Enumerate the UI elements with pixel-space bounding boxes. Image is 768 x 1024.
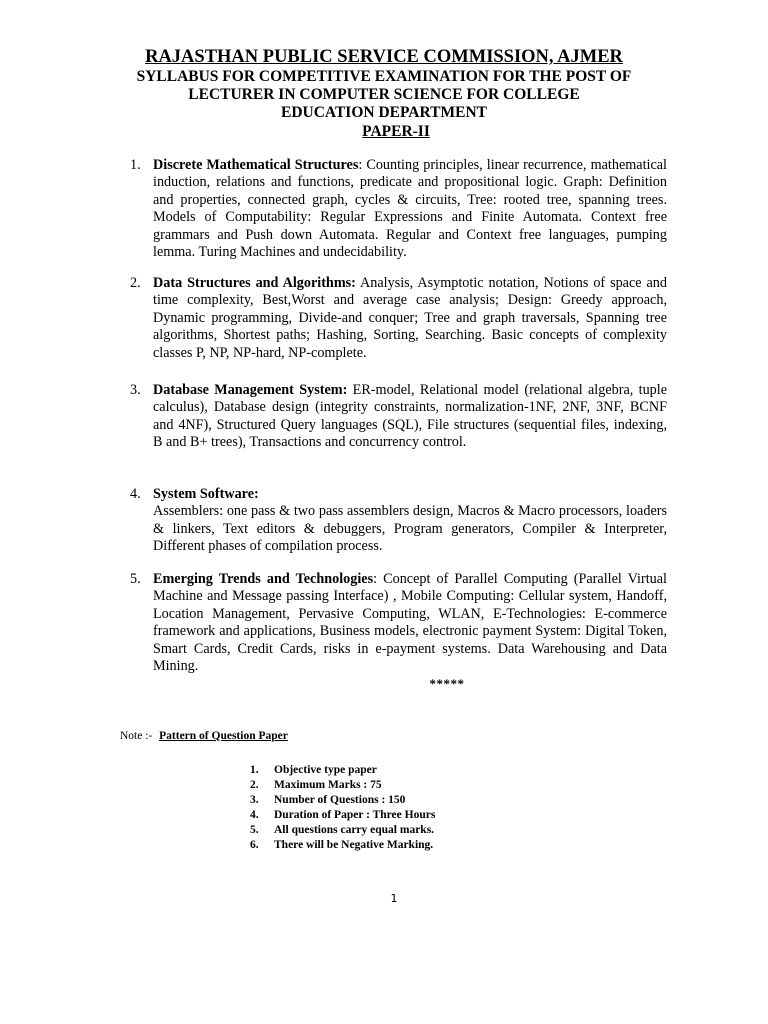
note-heading: Pattern of Question Paper (159, 730, 288, 742)
list-item (250, 793, 435, 808)
topic-separator: : (358, 157, 363, 173)
topic-text: ER-model, Relational model (relational algebra, tuple calculus), Database design (integrity constraints, normalization-1NF, 2NF, 3NF, BCNF and 4NF), Structured Query languages (SQL), File structures (sequential files, indexing, B and B+ trees), Transactions and concurrency control. (153, 382, 668, 451)
topic-item (130, 571, 667, 675)
topic-body (153, 486, 667, 556)
section-separator-stars: ***** (429, 676, 465, 691)
topic-heading: Emerging Trends and Technologies (153, 571, 374, 587)
topic-body (153, 571, 667, 675)
list-item-text: Number of Questions : 150 (274, 794, 406, 806)
list-item (250, 763, 435, 778)
list-item (250, 778, 435, 793)
note-label: Note :- (120, 730, 153, 742)
topic-text: Concept of Parallel Computing (Parallel Virtual Machine and Message passing Interface) , Mobile Computing: Cellular system, Handoff, Location Management, Pervasive Computing, WLAN, E-Technologies: E-commerce framework and applications, Business models, electronic payment System: Digital Token, Smart Cards, Credit Cards, risks in e-payment systems. Data Warehousing and Data Mining. (153, 571, 667, 675)
list-item-text: Duration of Paper : Three Hours (274, 809, 436, 821)
topic-item (130, 275, 667, 362)
topic-item (130, 486, 667, 556)
list-item-number: 6. (250, 839, 259, 851)
list-item-number: 3. (250, 794, 259, 806)
topic-heading: Database Management System: (153, 382, 348, 398)
topic-number: 3. (130, 382, 141, 398)
topic-text: Assemblers: one pass & two pass assemblers design, Macros & Macro processors, loaders & linkers, Text editors & debuggers, Program generators, Compiler & Interpreter, Different phases of compilation process. (153, 503, 667, 555)
question-pattern-list (250, 763, 435, 853)
list-item-number: 1. (250, 764, 259, 776)
topic-number: 5. (130, 571, 141, 587)
list-item-text: All questions carry equal marks. (274, 824, 435, 836)
list-item (250, 823, 435, 838)
topic-number: 4. (130, 486, 141, 502)
list-item-number: 5. (250, 824, 259, 836)
topic-number: 1. (130, 157, 141, 173)
topic-heading: System Software: (153, 486, 259, 502)
topic-separator: : (373, 571, 378, 587)
note-line (120, 729, 288, 743)
paper-title: PAPER-II (362, 123, 430, 140)
topic-body (153, 382, 667, 452)
page-number: 1 (390, 892, 398, 905)
topic-heading: Discrete Mathematical Structures (153, 157, 359, 173)
subtitle-line-2: LECTURER IN COMPUTER SCIENCE FOR COLLEGE (188, 86, 580, 103)
list-item-text: There will be Negative Marking. (274, 839, 434, 851)
topic-body (153, 275, 667, 362)
list-item-number: 2. (250, 779, 259, 791)
list-item-text: Maximum Marks : 75 (274, 779, 382, 791)
topic-body (153, 157, 667, 261)
topic-text: Counting principles, linear recurrence, mathematical induction, relations and functions, predicate and propositional logic. Graph: Definition and properties, connected graph, cycles & circuits, Tree: rooted tree, spanning trees. Models of Computability: Regular Expressions and Finite Automata. Context free grammars and Push down Automata. Regular and Context free languages, pumping lemma. Turing Machines and undecidability. (153, 157, 667, 261)
subtitle-line-1: SYLLABUS FOR COMPETITIVE EXAMINATION FOR THE POST OF (136, 68, 632, 85)
topic-item (130, 157, 667, 261)
topic-text: Analysis, Asymptotic notation, Notions of space and time complexity, Best,Worst and average case analysis; Design: Greedy approach, Dynamic programming, Divide-and conquer; Tree and graph traversals, Spanning tree algorithms, Shortest paths; Hashing, Sorting, Searching. Basic concepts of complexity classes P, NP, NP-hard, NP-complete. (153, 275, 667, 361)
list-item (250, 838, 435, 853)
list-item-text: Objective type paper (274, 764, 377, 776)
list-item (250, 808, 435, 823)
list-item-number: 4. (250, 809, 259, 821)
subtitle-line-3: EDUCATION DEPARTMENT (281, 104, 487, 121)
topic-heading: Data Structures and Algorithms: (153, 275, 356, 291)
topic-item (130, 382, 667, 452)
topic-number: 2. (130, 275, 141, 291)
page-title: RAJASTHAN PUBLIC SERVICE COMMISSION, AJMER (145, 47, 623, 67)
